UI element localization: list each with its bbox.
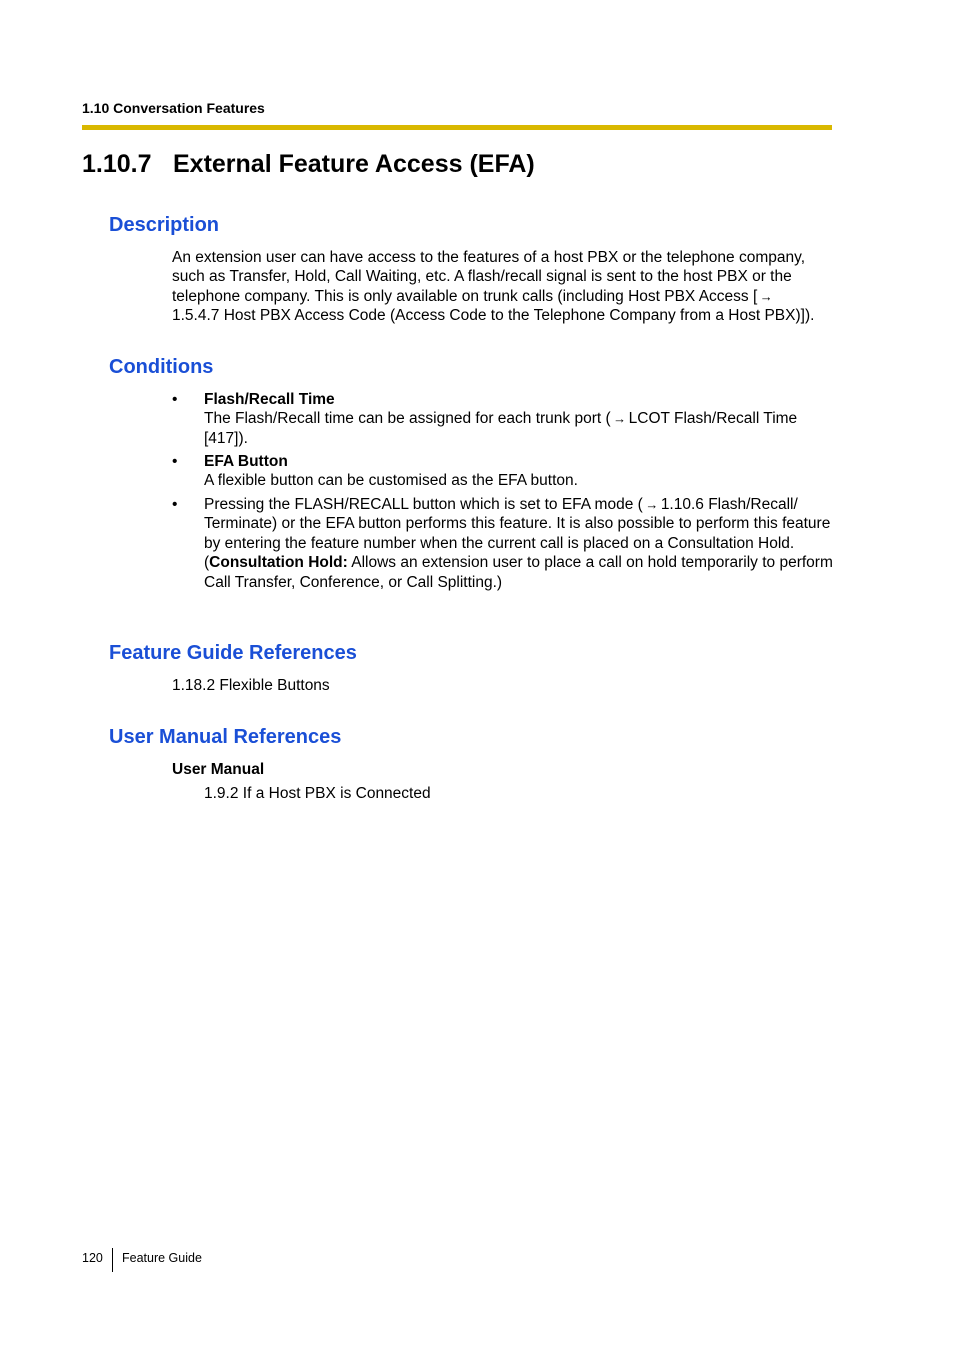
description-heading: Description bbox=[109, 214, 220, 236]
bullet-icon: • bbox=[172, 453, 178, 470]
condition-text-after: 1.10.6 Flash/Recall/ Terminate) or the EFA button performs this feature. It is also possible to perform this feature by entering the feature number when the current call is placed on a Consultation Hold. bbox=[204, 496, 831, 552]
arrow-icon: → bbox=[613, 411, 627, 427]
description-part1: An extension user can have access to the features of a host PBX or the telephone company, such as Transfer, Hold, Call Waiting, etc. A flash/recall signal is sent to the host PBX or the telephone company. This is only available on trunk calls (including Host PBX Access [ bbox=[172, 249, 806, 305]
note-label: Consultation Hold: bbox=[209, 554, 348, 572]
running-header: 1.10 Conversation Features bbox=[82, 100, 265, 116]
user-manual-references-heading: User Manual References bbox=[109, 726, 342, 748]
bullet-icon: • bbox=[172, 391, 178, 408]
arrow-icon: → bbox=[645, 497, 659, 512]
condition-text-after: LCOT Flash/Recall Time [417]). bbox=[204, 410, 798, 447]
condition-text: The Flash/Recall time can be assigned for each trunk port ( bbox=[204, 410, 611, 428]
user-manual-subheading: User Manual bbox=[172, 761, 265, 778]
page-title bbox=[82, 150, 535, 179]
condition-title: EFA Button bbox=[204, 453, 288, 470]
title-text: External Feature Access (EFA) bbox=[173, 150, 535, 178]
user-manual-reference: 1.9.2 If a Host PBX is Connected bbox=[204, 785, 431, 802]
description-part2: 1.5.4.7 Host PBX Access Code (Access Code to the Telephone Company from a Host PBX)]). bbox=[172, 307, 815, 325]
header-rule bbox=[82, 125, 832, 130]
bullet-icon: • bbox=[172, 496, 178, 513]
condition-title: Flash/Recall Time bbox=[204, 391, 335, 408]
condition-text: Pressing the FLASH/RECALL button which is set to EFA mode ( bbox=[204, 496, 643, 513]
condition-text: A flexible button can be customised as the EFA button. bbox=[204, 472, 578, 490]
section-number: 1.10.7 bbox=[82, 150, 152, 178]
page-number: 120 bbox=[82, 1251, 103, 1265]
footer-label: Feature Guide bbox=[122, 1251, 202, 1265]
condition-item-efa-button bbox=[204, 452, 834, 491]
arrow-icon: → bbox=[759, 288, 773, 304]
feature-guide-reference: 1.18.2 Flexible Buttons bbox=[172, 677, 330, 694]
conditions-heading: Conditions bbox=[109, 356, 214, 378]
footer-divider bbox=[112, 1248, 113, 1272]
condition-item-flash-recall-button bbox=[204, 495, 834, 592]
feature-guide-references-heading: Feature Guide References bbox=[109, 642, 357, 664]
note-open-paren: ( bbox=[204, 554, 210, 572]
description-paragraph bbox=[172, 248, 842, 326]
note-text: Allows an extension user to place a call on hold temporarily to perform Call Transfer, Conference, or Call Splitting.) bbox=[204, 554, 833, 591]
condition-item-flash-recall bbox=[204, 390, 834, 448]
